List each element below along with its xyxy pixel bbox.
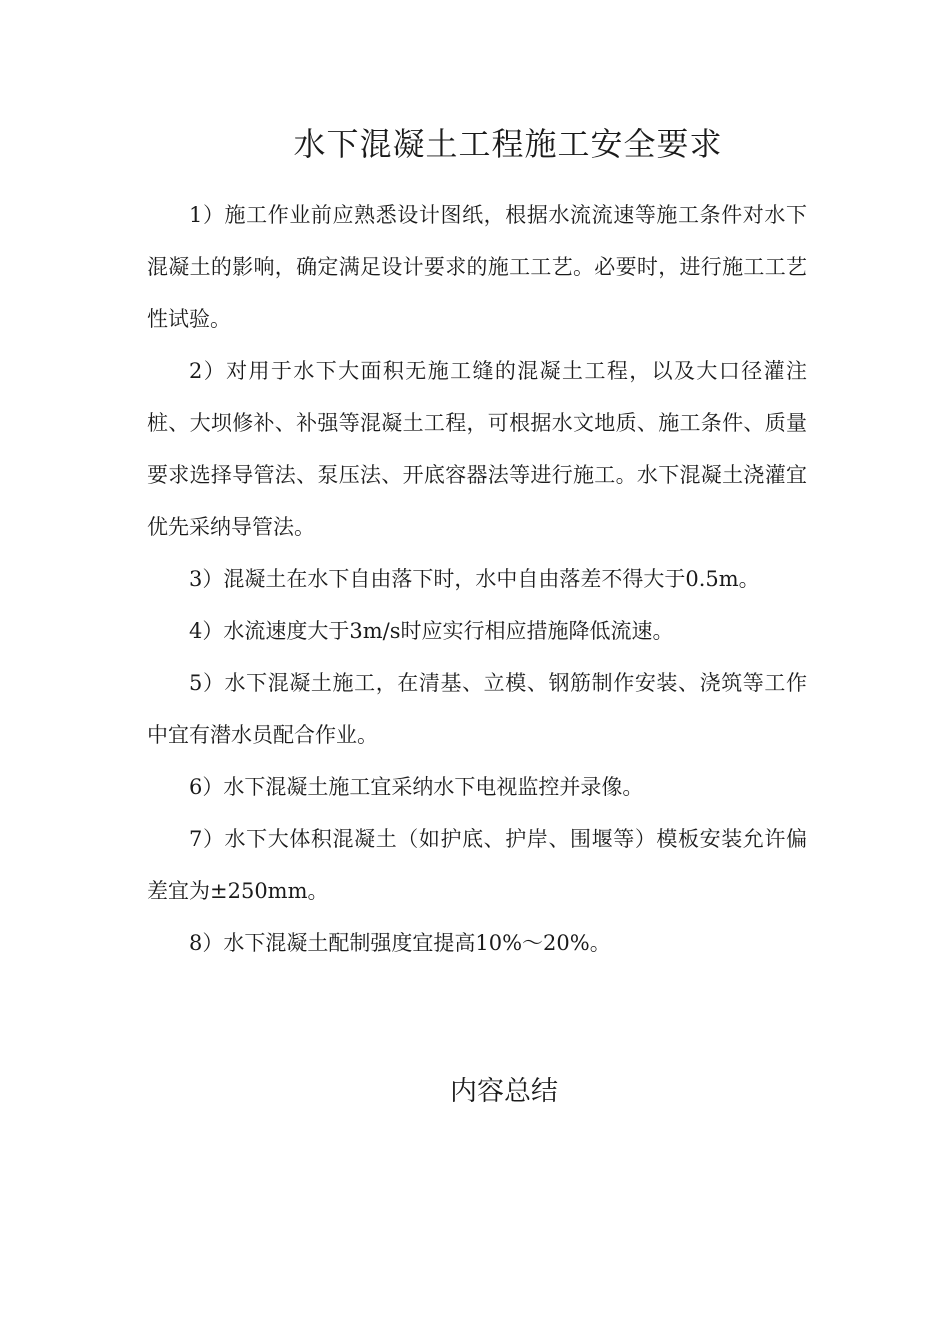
document-title: 水下混凝土工程施工安全要求 [293,125,723,163]
paragraph-6: 6）水下混凝土施工宜采纳水下电视监控并录像。 [189,775,644,799]
summary-heading: 内容总结 [450,1076,558,1107]
paragraph-1: 1）施工作业前应熟悉设计图纸，根据水流流速等施工条件对水下混凝土的影响，确定满足设计要求的施工工艺。必要时，进行施工工艺性试验。 [147,203,807,331]
paragraph-2: 2）对用于水下大面积无施工缝的混凝土工程，以及大口径灌注桩、大坝修补、补强等混凝土工程，可根据水文地质、施工条件、质量要求选择导管法、泵压法、开底容器法等进行施工。水下混凝土浇灌宜优先采纳导管法。 [147,359,807,539]
paragraph-3: 3）混凝土在水下自由落下时，水中自由落差不得大于0.5m。 [189,567,760,591]
paragraph-5: 5）水下混凝土施工，在清基、立模、钢筋制作安装、浇筑等工作中宜有潜水员配合作业。 [147,671,807,747]
paragraph-8: 8）水下混凝土配制强度宜提高10%～20%。 [189,931,611,955]
document-body [147,189,807,969]
paragraph-4: 4）水流速度大于3m/s时应实行相应措施降低流速。 [189,619,674,643]
paragraph-7: 7）水下大体积混凝土（如护底、护岸、围堰等）模板安装允许偏差宜为±250mm。 [147,827,807,903]
